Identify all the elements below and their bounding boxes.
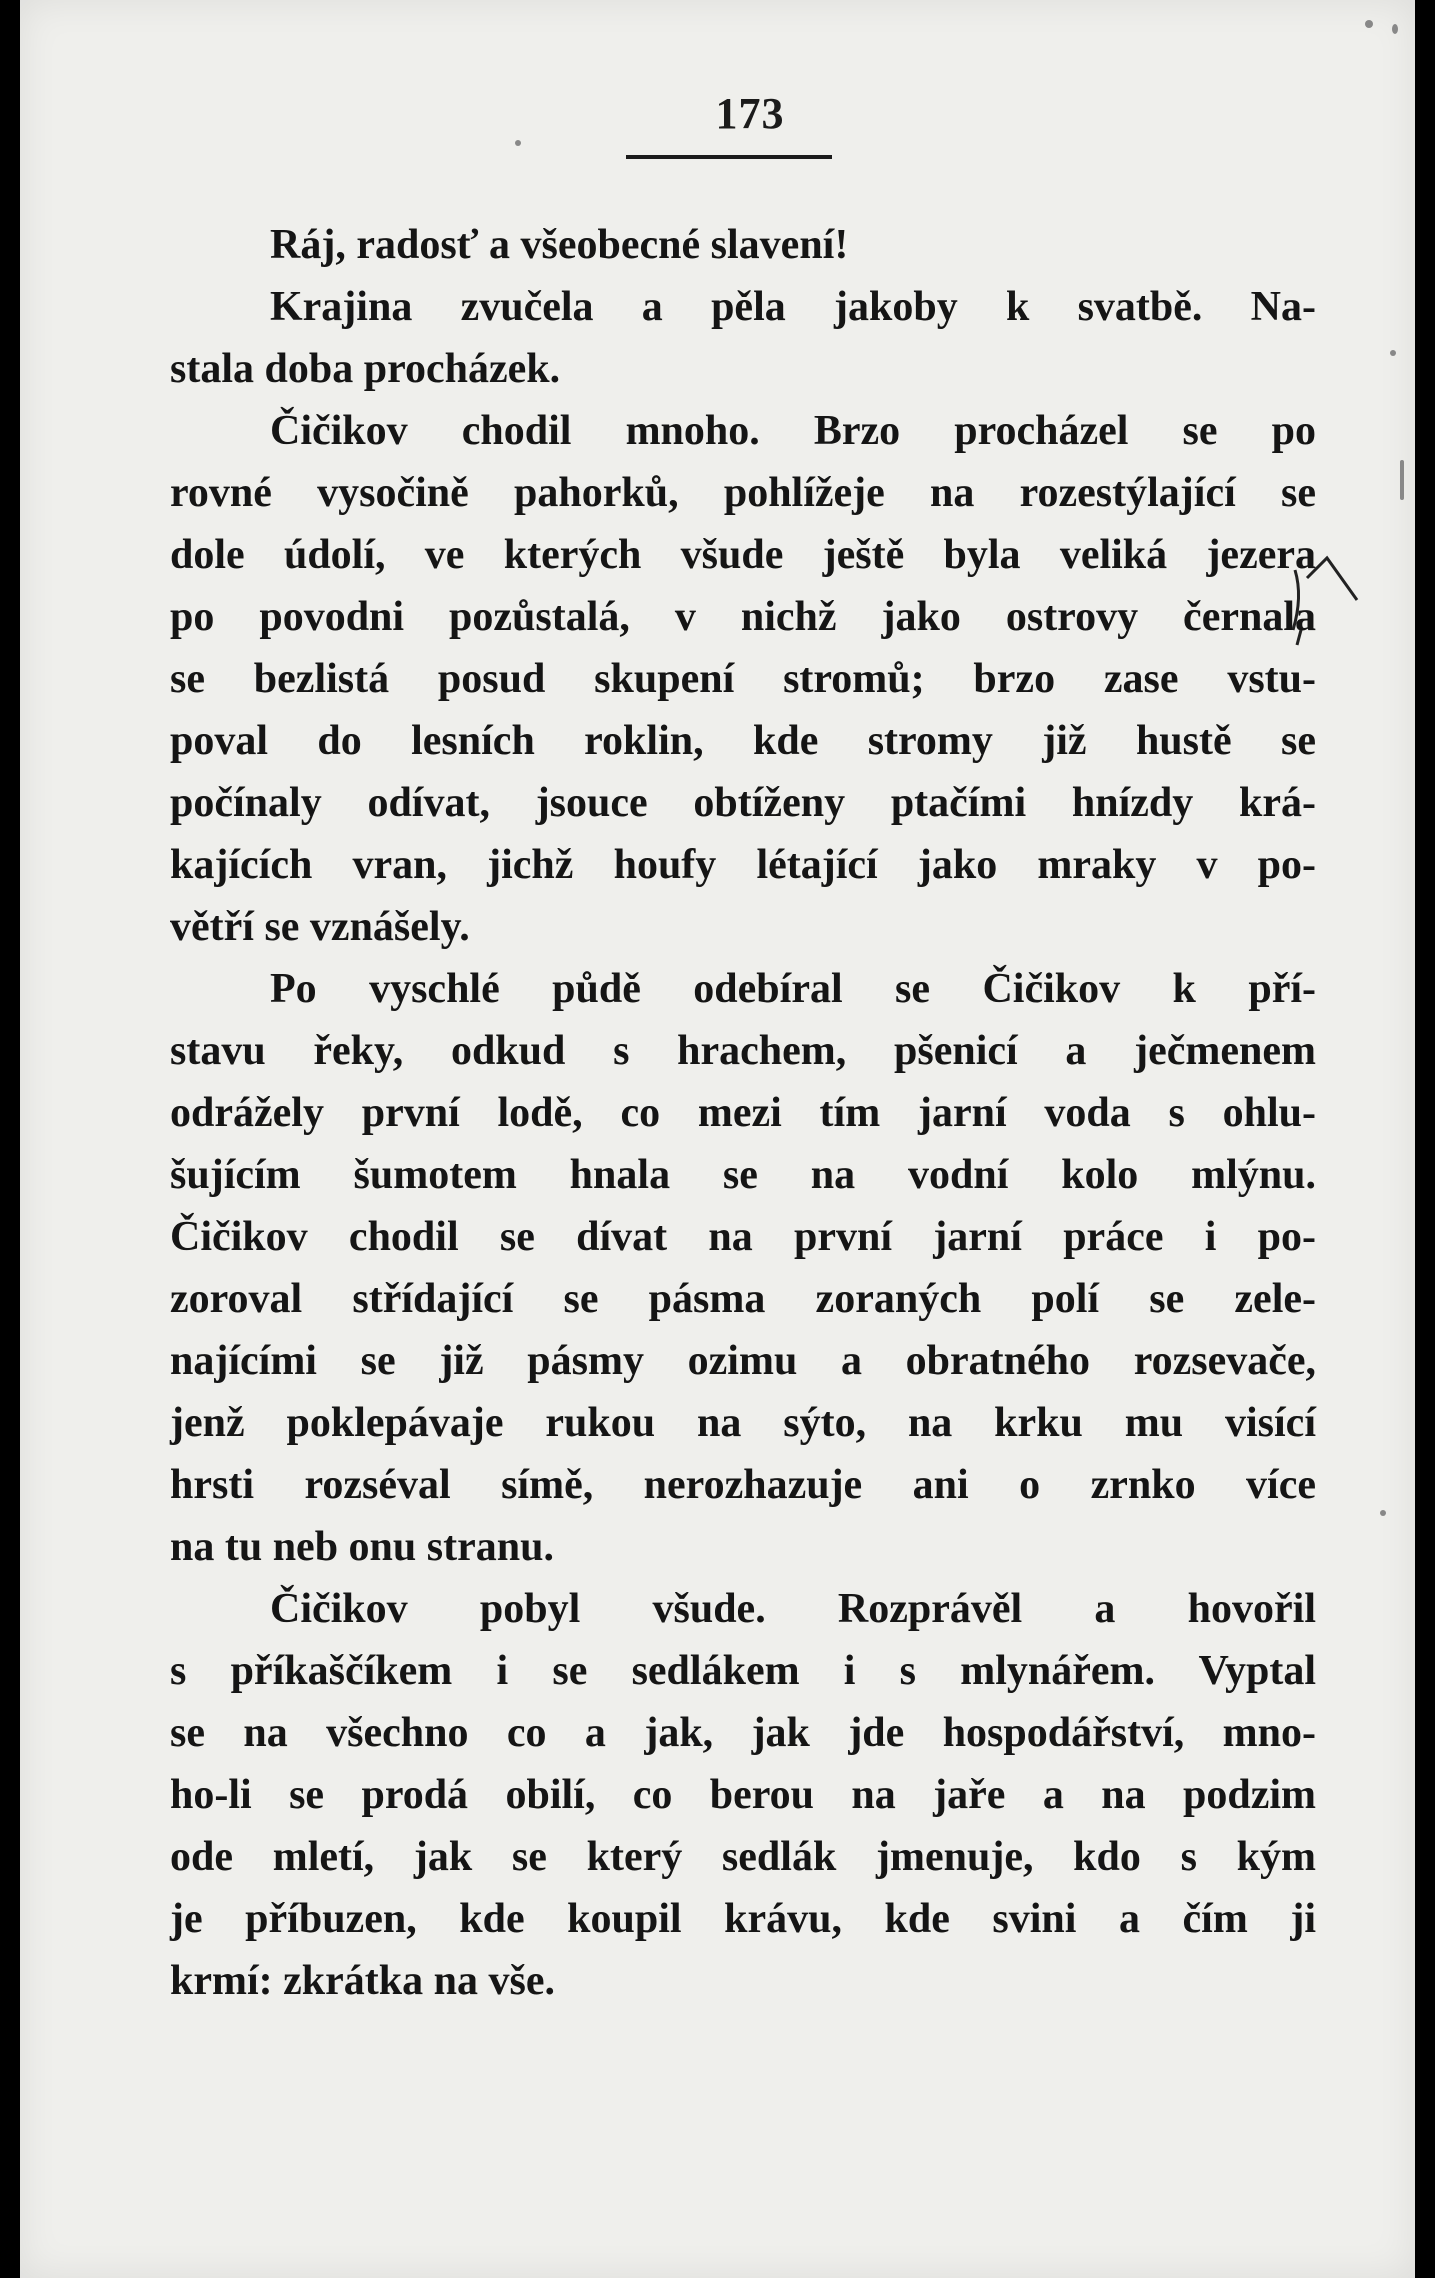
text-line: Ráj, radosť a všeobecné slavení! xyxy=(270,222,849,268)
text-line: Krajina zvučela a pěla jakoby k svatbě. Na- xyxy=(270,284,1316,330)
paper-speck xyxy=(1390,350,1396,356)
text-line: krmí: zkrátka na vše. xyxy=(170,1958,555,2004)
body-text xyxy=(170,214,1316,2012)
paper-speck xyxy=(1365,20,1373,28)
text-line: rovné vysočině pahorků, pohlížeje na rozestýlající se xyxy=(170,470,1316,516)
text-line: dole údolí, ve kterých všude ještě byla veliká jezera xyxy=(170,532,1316,578)
paragraph xyxy=(170,958,1316,1578)
text-line: jenž poklepávaje rukou na sýto, na krku mu visící xyxy=(170,1400,1316,1446)
header-rule xyxy=(626,155,832,159)
text-line: najícími se již pásmy ozimu a obratného rozsevače, xyxy=(170,1338,1316,1384)
page-number: 173 xyxy=(715,89,785,138)
handwritten-margin-mark xyxy=(1287,550,1397,660)
paper-speck xyxy=(1392,24,1398,34)
text-line: kajících vran, jichž houfy létající jako mraky v po- xyxy=(170,842,1316,888)
text-line: je příbuzen, kde koupil krávu, kde svini a čím ji xyxy=(170,1896,1316,1942)
text-line: větří se vznášely. xyxy=(170,904,470,950)
paper-speck xyxy=(515,140,521,146)
paragraph xyxy=(170,214,1316,276)
text-line: zoroval střídající se pásma zoraných polí se zele- xyxy=(170,1276,1316,1322)
text-line: stavu řeky, odkud s hrachem, pšenicí a ječmenem xyxy=(170,1028,1316,1074)
text-line: Čičikov chodil mnoho. Brzo procházel se po xyxy=(270,408,1316,454)
text-line: s příkaščíkem i se sedlákem i s mlynářem. Vyptal xyxy=(170,1648,1316,1694)
text-line: se na všechno co a jak, jak jde hospodářství, mno- xyxy=(170,1710,1316,1756)
text-line: šujícím šumotem hnala se na vodní kolo mlýnu. xyxy=(170,1152,1316,1198)
paragraph xyxy=(170,1578,1316,2012)
text-line: stala doba procházek. xyxy=(170,346,561,392)
paragraph xyxy=(170,276,1316,400)
text-line: Čičikov chodil se dívat na první jarní práce i po- xyxy=(170,1214,1316,1260)
text-line: počínaly odívat, jsouce obtíženy ptačími hnízdy krá- xyxy=(170,780,1316,826)
text-line: se bezlistá posud skupení stromů; brzo zase vstu- xyxy=(170,656,1316,702)
paragraph xyxy=(170,400,1316,958)
text-line: odrážely první lodě, co mezi tím jarní voda s ohlu- xyxy=(170,1090,1316,1136)
text-line: Čičikov pobyl všude. Rozprávěl a hovořil xyxy=(270,1586,1316,1632)
book-page xyxy=(20,0,1415,2278)
text-line: na tu neb onu stranu. xyxy=(170,1524,554,1570)
text-line: ode mletí, jak se který sedlák jmenuje, kdo s kým xyxy=(170,1834,1316,1880)
text-line: Po vyschlé půdě odebíral se Čičikov k pří- xyxy=(270,966,1316,1012)
text-line: hrsti rozséval símě, nerozhazuje ani o zrnko více xyxy=(170,1462,1316,1508)
text-line: po povodni pozůstalá, v nichž jako ostrovy černala xyxy=(170,594,1316,640)
paper-speck xyxy=(1380,1510,1386,1516)
text-line: poval do lesních roklin, kde stromy již hustě se xyxy=(170,718,1316,764)
paper-speck xyxy=(1400,460,1404,500)
text-line: ho-li se prodá obilí, co berou na jaře a na podzim xyxy=(170,1772,1316,1818)
